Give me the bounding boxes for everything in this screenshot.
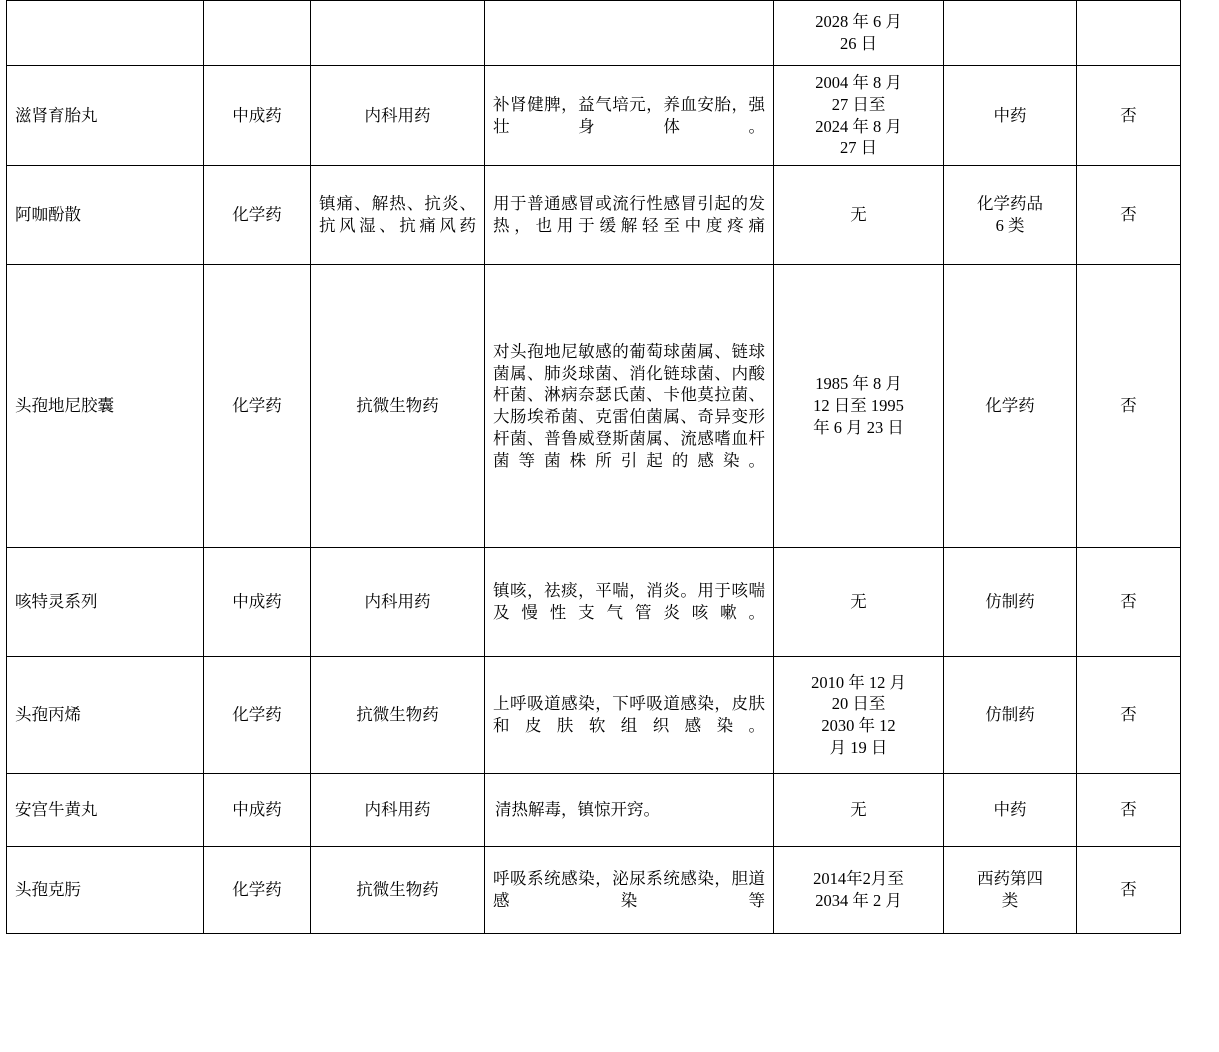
cell-usage-type: 内科用药 <box>311 548 485 657</box>
cell-drug-name: 头孢地尼胶囊 <box>7 265 204 548</box>
cell-edge <box>1181 548 1214 657</box>
class-line-1: 化学药品 <box>977 194 1043 214</box>
cell-registration-class: 中药 <box>944 774 1077 847</box>
cell-drug-name: 安宫牛黄丸 <box>7 774 204 847</box>
cell-usage-type: 抗微生物药 <box>311 265 485 548</box>
date-line-2: 26 日 <box>839 34 878 53</box>
table-row <box>7 774 1214 847</box>
cell-validity-date: 无 <box>774 548 944 657</box>
cell-flag: 否 <box>1077 847 1181 934</box>
cell-flag: 否 <box>1077 265 1181 548</box>
cell-drug-category: 化学药 <box>204 166 311 265</box>
cell-drug-category: 中成药 <box>204 774 311 847</box>
class-line-2: 类 <box>1001 891 1019 911</box>
drug-information-table <box>6 0 1214 934</box>
cell-flag <box>1077 1 1181 66</box>
cell-indication <box>485 1 774 66</box>
cell-validity-date <box>774 265 944 548</box>
cell-drug-name: 头孢克肟 <box>7 847 204 934</box>
cell-usage-type <box>311 1 485 66</box>
cell-flag: 否 <box>1077 774 1181 847</box>
table-row <box>7 1 1214 66</box>
cell-edge <box>1181 265 1214 548</box>
cell-validity-date: 无 <box>774 166 944 265</box>
cell-validity-date <box>774 66 944 166</box>
cell-edge <box>1181 66 1214 166</box>
date-line-3: 年 6 月 23 日 <box>813 417 904 437</box>
date-line-2: 27 日至 <box>831 94 886 114</box>
date-line-3: 2030 年 12 <box>821 716 896 736</box>
cell-usage-type: 镇痛、解热、抗炎、抗风湿、抗痛风药 <box>311 166 485 265</box>
date-line-1: 2014年2月至 <box>813 869 904 889</box>
cell-drug-category: 中成药 <box>204 548 311 657</box>
cell-usage-type: 内科用药 <box>311 774 485 847</box>
table-row <box>7 847 1214 934</box>
date-line-2: 20 日至 <box>831 694 886 714</box>
cell-registration-class: 仿制药 <box>944 548 1077 657</box>
cell-validity-date <box>774 847 944 934</box>
cell-edge <box>1181 657 1214 774</box>
class-line-2: 6 类 <box>995 216 1025 236</box>
table-row <box>7 166 1214 265</box>
cell-flag: 否 <box>1077 657 1181 774</box>
cell-registration-class <box>944 1 1077 66</box>
cell-registration-class: 仿制药 <box>944 657 1077 774</box>
date-line-1: 1985 年 8 月 <box>815 374 902 394</box>
class-line-1: 西药第四 <box>977 869 1043 889</box>
cell-validity-date <box>774 1 944 66</box>
cell-edge <box>1181 774 1214 847</box>
date-line-4: 27 日 <box>839 138 878 158</box>
cell-indication: 呼吸系统感染，泌尿系统感染，胆道感染等 <box>485 847 774 934</box>
cell-drug-category <box>204 1 311 66</box>
cell-flag: 否 <box>1077 66 1181 166</box>
cell-indication: 镇咳，祛痰，平喘，消炎。用于咳喘及慢性支气管炎咳嗽。 <box>485 548 774 657</box>
cell-drug-name: 阿咖酚散 <box>7 166 204 265</box>
cell-usage-type: 抗微生物药 <box>311 847 485 934</box>
table-row <box>7 548 1214 657</box>
date-line-2: 12 日至 1995 <box>813 396 904 416</box>
cell-flag: 否 <box>1077 548 1181 657</box>
cell-flag: 否 <box>1077 166 1181 265</box>
cell-validity-date <box>774 657 944 774</box>
table-row <box>7 657 1214 774</box>
date-line-4: 月 19 日 <box>829 737 888 757</box>
cell-edge <box>1181 1 1214 66</box>
date-line-1: 2010 年 12 月 <box>811 672 906 692</box>
cell-registration-class <box>944 847 1077 934</box>
cell-indication: 用于普通感冒或流行性感冒引起的发热，也用于缓解轻至中度疼痛 <box>485 166 774 265</box>
cell-drug-category: 化学药 <box>204 265 311 548</box>
table-row <box>7 66 1214 166</box>
cell-edge <box>1181 847 1214 934</box>
cell-drug-name: 咳特灵系列 <box>7 548 204 657</box>
date-line-2: 2034 年 2 月 <box>815 891 902 911</box>
date-line-1: 2028 年 6 月 <box>815 12 902 32</box>
cell-drug-name: 头孢丙烯 <box>7 657 204 774</box>
cell-registration-class: 化学药 <box>944 265 1077 548</box>
cell-edge <box>1181 166 1214 265</box>
cell-drug-name: 滋肾育胎丸 <box>7 66 204 166</box>
cell-indication: 补肾健脾，益气培元，养血安胎，强壮身体。 <box>485 66 774 166</box>
cell-drug-category: 中成药 <box>204 66 311 166</box>
cell-validity-date: 无 <box>774 774 944 847</box>
cell-indication: 对头孢地尼敏感的葡萄球菌属、链球菌属、肺炎球菌、消化链球菌、内酸杆菌、淋病奈瑟氏菌、卡他莫拉菌、大肠埃希菌、克雷伯菌属、奇异变形杆菌、普鲁威登斯菌属、流感嗜血杆菌等菌株所引起的感染。 <box>485 265 774 548</box>
cell-usage-type: 抗微生物药 <box>311 657 485 774</box>
cell-indication: 上呼吸道感染，下呼吸道感染，皮肤和皮肤软组织感染。 <box>485 657 774 774</box>
table-row <box>7 265 1214 548</box>
cell-drug-name <box>7 1 204 66</box>
cell-drug-category: 化学药 <box>204 847 311 934</box>
date-line-3: 2024 年 8 月 <box>815 116 902 136</box>
cell-drug-category: 化学药 <box>204 657 311 774</box>
cell-registration-class: 中药 <box>944 66 1077 166</box>
date-line-1: 2004 年 8 月 <box>815 73 902 92</box>
cell-usage-type: 内科用药 <box>311 66 485 166</box>
cell-indication: 清热解毒，镇惊开窍。 <box>485 774 774 847</box>
cell-registration-class <box>944 166 1077 265</box>
